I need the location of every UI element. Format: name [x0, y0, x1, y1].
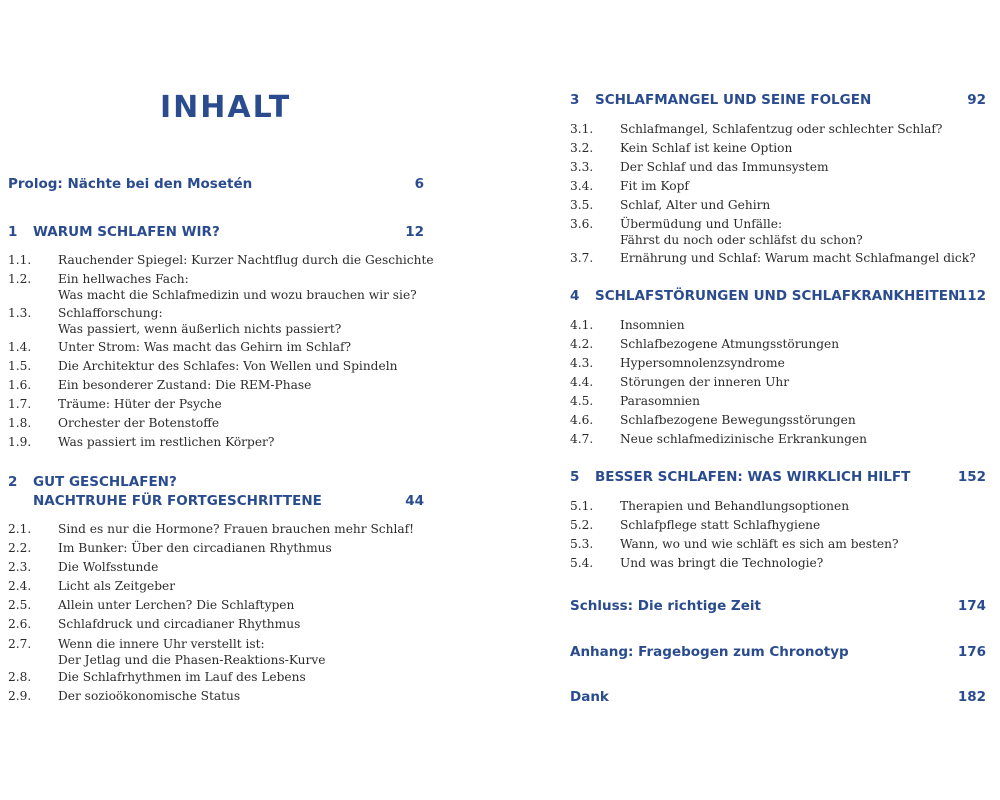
subentry-text: Die Schlafrhythmen im Lauf des Lebens: [58, 670, 306, 684]
subentry-number: 1.1.: [8, 253, 32, 267]
subentry-text: Ernährung und Schlaf: Warum macht Schlafmangel dick?: [620, 251, 976, 265]
subentry-number: 2.9.: [8, 689, 32, 703]
subentry-text: Die Wolfsstunde: [58, 560, 159, 574]
chapter-number: 2: [8, 474, 18, 490]
subentry-number: 1.6.: [8, 378, 32, 392]
subentry-text: Der sozioökonomische Status: [58, 689, 241, 703]
subentry-number: 2.3.: [8, 560, 32, 574]
subentry-number: 3.3.: [570, 160, 594, 174]
subentry-number: 5.4.: [570, 556, 594, 570]
subentry-number: 4.1.: [570, 318, 594, 332]
subentry-text: Schlafbezogene Bewegungsstörungen: [620, 413, 856, 427]
toc-page-number: 6: [414, 176, 424, 192]
subentry-number: 2.2.: [8, 541, 32, 555]
subentry-number: 1.9.: [8, 435, 32, 449]
subentry-number: 2.7.: [8, 637, 32, 651]
toc-page-number: 92: [967, 92, 986, 108]
subentry-text: Rauchender Spiegel: Kurzer Nachtflug durch die Geschichte: [58, 253, 434, 267]
subentry-number: 1.4.: [8, 340, 32, 354]
subentry-text: Parasomnien: [620, 394, 700, 408]
subentry-number: 1.8.: [8, 416, 32, 430]
subentry-text: Übermüdung und Unfälle:: [620, 217, 783, 231]
subentry-text: Fit im Kopf: [620, 179, 689, 193]
subentry-number: 5.3.: [570, 537, 594, 551]
chapter-number: 4: [570, 288, 580, 304]
chapter-number: 3: [570, 92, 580, 108]
subentry-number: 3.2.: [570, 141, 594, 155]
subentry-number: 1.7.: [8, 397, 32, 411]
subentry-text: Die Architektur des Schlafes: Von Wellen und Spindeln: [58, 359, 398, 373]
subentry-text: Neue schlafmedizinische Erkrankungen: [620, 432, 867, 446]
subentry-text: Schlafpflege statt Schlafhygiene: [620, 518, 821, 532]
toc-page-number: 12: [405, 224, 424, 240]
toc-page-number: 112: [957, 288, 986, 304]
subentry-text: Schlafbezogene Atmungsstörungen: [620, 337, 840, 351]
subentry-text: Der Schlaf und das Immunsystem: [620, 160, 829, 174]
subentry-text: Schlaf, Alter und Gehirn: [620, 198, 771, 212]
subentry-number: 4.2.: [570, 337, 594, 351]
subentry-text: Schlafdruck und circadianer Rhythmus: [58, 617, 301, 631]
toc-page-number: 44: [405, 493, 424, 509]
subentry-text: Wenn die innere Uhr verstellt ist:: [58, 637, 265, 651]
chapter-title: SCHLAFSTÖRUNGEN UND SCHLAFKRANKHEITEN: [595, 288, 960, 304]
toc-entry-label: Anhang: Fragebogen zum Chronotyp: [570, 644, 849, 660]
subentry-text-continued: Was macht die Schlafmedizin und wozu brauchen wir sie?: [58, 288, 417, 302]
toc-page-number: 174: [957, 598, 986, 614]
subentry-number: 1.3.: [8, 306, 32, 320]
chapter-title: GUT GESCHLAFEN?: [33, 474, 177, 490]
toc-page-number: 182: [957, 689, 986, 705]
subentry-text: Im Bunker: Über den circadianen Rhythmus: [58, 541, 332, 555]
subentry-text: Insomnien: [620, 318, 685, 332]
subentry-text: Orchester der Botenstoffe: [58, 416, 220, 430]
subentry-text-continued: Der Jetlag und die Phasen-Reaktions-Kurve: [58, 653, 326, 667]
subentry-number: 2.6.: [8, 617, 32, 631]
chapter-title: BESSER SCHLAFEN: WAS WIRKLICH HILFT: [595, 469, 911, 485]
toc-entry-label: Schluss: Die richtige Zeit: [570, 598, 761, 614]
toc-page-number: 176: [957, 644, 986, 660]
toc-entry-label: Prolog: Nächte bei den Mosetén: [8, 176, 253, 192]
subentry-number: 3.4.: [570, 179, 594, 193]
subentry-text: Kein Schlaf ist keine Option: [620, 141, 793, 155]
subentry-number: 1.2.: [8, 272, 32, 286]
subentry-number: 4.6.: [570, 413, 594, 427]
subentry-number: 1.5.: [8, 359, 32, 373]
subentry-number: 2.5.: [8, 598, 32, 612]
chapter-title-continued: NACHTRUHE FÜR FORTGESCHRITTENE: [33, 493, 322, 509]
subentry-text: Sind es nur die Hormone? Frauen brauchen mehr Schlaf!: [58, 522, 415, 536]
subentry-text: Was passiert im restlichen Körper?: [58, 435, 275, 449]
subentry-number: 4.5.: [570, 394, 594, 408]
subentry-number: 3.5.: [570, 198, 594, 212]
subentry-text: Wann, wo und wie schläft es sich am besten?: [620, 537, 899, 551]
chapter-number: 5: [570, 469, 580, 485]
subentry-text-continued: Was passiert, wenn äußerlich nichts passiert?: [58, 322, 342, 336]
subentry-text: Therapien und Behandlungsoptionen: [620, 499, 850, 513]
subentry-text: Und was bringt die Technologie?: [620, 556, 824, 570]
subentry-text-continued: Fährst du noch oder schläfst du schon?: [620, 233, 863, 247]
subentry-number: 2.1.: [8, 522, 32, 536]
subentry-text: Schlafmangel, Schlafentzug oder schlechter Schlaf?: [620, 122, 943, 136]
subentry-number: 4.7.: [570, 432, 594, 446]
subentry-number: 2.8.: [8, 670, 32, 684]
subentry-number: 3.7.: [570, 251, 594, 265]
chapter-title: SCHLAFMANGEL UND SEINE FOLGEN: [595, 92, 872, 108]
subentry-text: Ein besonderer Zustand: Die REM-Phase: [58, 378, 312, 392]
toc-page-number: 152: [957, 469, 986, 485]
subentry-text: Hypersomnolenzsyndrome: [620, 356, 785, 370]
subentry-text: Ein hellwaches Fach:: [58, 272, 189, 286]
subentry-number: 3.6.: [570, 217, 594, 231]
subentry-text: Störungen der inneren Uhr: [620, 375, 790, 389]
subentry-number: 4.3.: [570, 356, 594, 370]
subentry-text: Träume: Hüter der Psyche: [58, 397, 222, 411]
subentry-number: 3.1.: [570, 122, 594, 136]
page-title: INHALT: [160, 90, 292, 125]
subentry-text: Schlafforschung:: [58, 306, 163, 320]
subentry-number: 5.2.: [570, 518, 594, 532]
subentry-number: 4.4.: [570, 375, 594, 389]
subentry-text: Unter Strom: Was macht das Gehirn im Schlaf?: [58, 340, 352, 354]
subentry-text: Allein unter Lerchen? Die Schlaftypen: [58, 598, 295, 612]
subentry-number: 2.4.: [8, 579, 32, 593]
subentry-number: 5.1.: [570, 499, 594, 513]
chapter-number: 1: [8, 224, 18, 240]
chapter-title: WARUM SCHLAFEN WIR?: [33, 224, 220, 240]
toc-entry-label: Dank: [570, 689, 609, 705]
subentry-text: Licht als Zeitgeber: [58, 579, 176, 593]
